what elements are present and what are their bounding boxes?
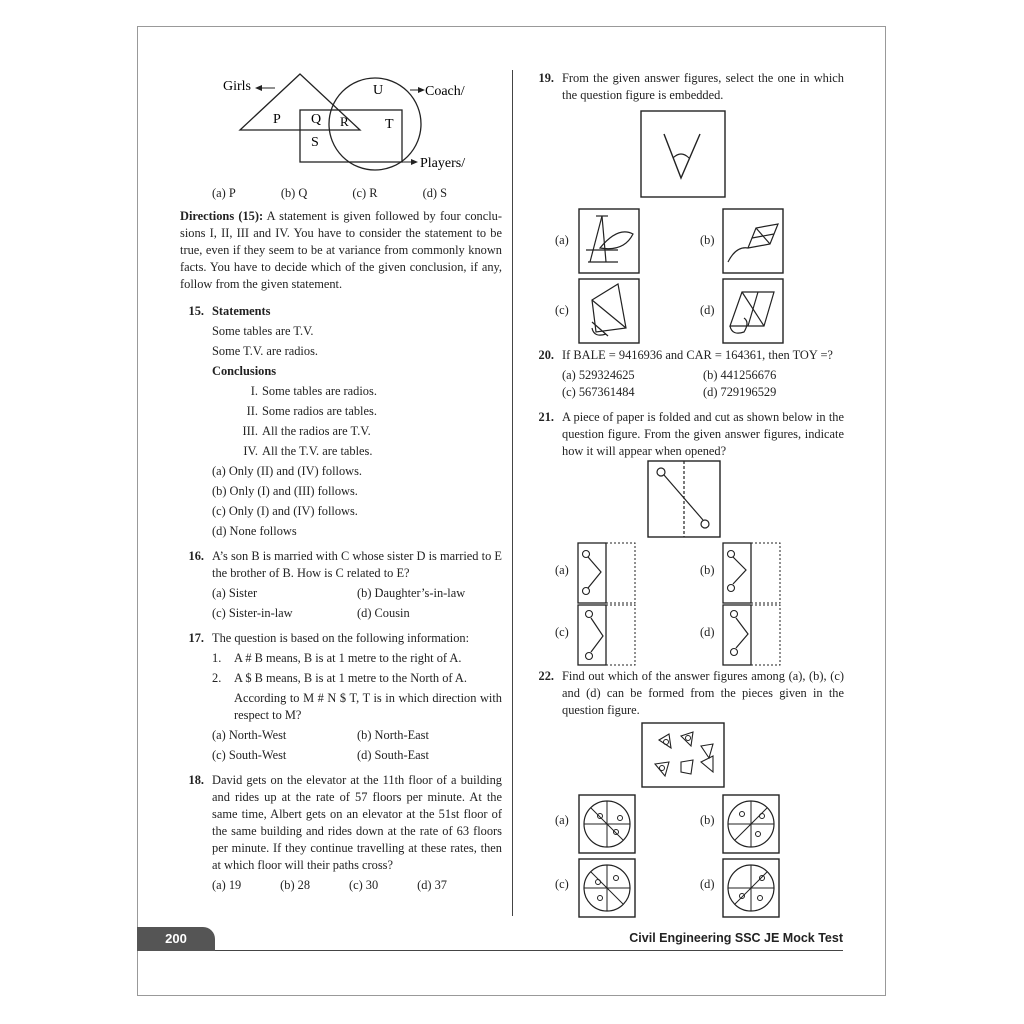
venn-girls-label: Girls [223, 79, 251, 94]
q18-text: David gets on the elevator at the 11th floor of a building and rides up at the rate of 57 floors per minute. At the same time, Albert gets on an elevator at the 51st floor of the same building and rides down at the rate of 63 floors per minute. If they continue travelling at these rates, then at which floor will their paths cross? [212, 773, 502, 872]
question-17 [180, 630, 502, 647]
q22-answer-d[interactable] [722, 858, 780, 918]
q18-options [180, 877, 502, 894]
q15-conclusions-heading: Conclusions [212, 364, 277, 378]
column-divider [512, 70, 513, 916]
directions [180, 208, 502, 293]
question-22 [530, 668, 844, 719]
q17-text: The question is based on the following information: [212, 631, 470, 645]
venn-coach-label: Coach/ [425, 84, 465, 99]
q18-option-d[interactable]: (d) 37 [417, 878, 447, 892]
q21-label-b: (b) [700, 563, 715, 577]
venn-p-label: P [273, 112, 281, 127]
question-15 [180, 303, 502, 380]
directions-heading: Directions (15): [180, 209, 264, 223]
question-16 [180, 548, 502, 582]
question-21 [530, 409, 844, 460]
q17-options [180, 727, 502, 764]
q15-conclusion-1: I. Some tables are radios. [250, 384, 377, 398]
q19-label-d: (d) [700, 303, 715, 317]
venn-r-label: R [340, 114, 349, 129]
q22-label-a: (a) [555, 813, 569, 827]
directions-text: A statement is given followed by four conclu-sions I, II, III and IV. You have to consider the statement to be true, even if they seem to be at variance from commonly known facts. You have to decide which of the given conclusion, if any, follow from the given statement. [180, 209, 502, 291]
q15-option-d[interactable]: (d) None follows [212, 524, 297, 538]
q22-number: 22. [538, 669, 554, 683]
q20-option-c[interactable]: (c) 567361484 [562, 385, 635, 399]
q17-info-1: 1. A # B means, B is at 1 metre to the right of A. [212, 651, 462, 665]
q14-options [180, 185, 502, 202]
q19-text: From the given answer figures, select the one in which the question figure is embedded. [562, 71, 844, 102]
q15-option-a[interactable]: (a) Only (II) and (IV) follows. [212, 464, 363, 478]
q21-label-a: (a) [555, 563, 569, 577]
q19-answer-d[interactable] [722, 278, 784, 344]
q18-option-a[interactable]: (a) 19 [212, 878, 242, 892]
footer-rule [215, 950, 843, 951]
q15-number: 15. [188, 304, 204, 318]
q22-label-c: (c) [555, 877, 569, 891]
q19-number: 19. [538, 71, 554, 85]
venn-t-label: T [385, 117, 394, 132]
venn-diagram [215, 66, 485, 181]
q15-statement-1: Some tables are T.V. [212, 324, 314, 338]
q15-conclusion-2: II. Some radios are tables. [246, 404, 377, 418]
q15-statement-2: Some T.V. are radios. [212, 344, 318, 358]
question-18 [180, 772, 502, 874]
q21-answer-d[interactable] [722, 604, 782, 666]
q18-number: 18. [188, 773, 204, 787]
q20-text: If BALE = 9416936 and CAR = 164361, then TOY =? [562, 348, 833, 362]
q21-text: A piece of paper is folded and cut as shown below in the question figure. From the given answer figures, indicate how it will appear when opened? [562, 410, 844, 458]
q15-statements-heading: Statements [212, 304, 271, 318]
q17-question: According to M # N $ T, T is in which direction with respect to M? [234, 691, 502, 722]
q16-options [180, 585, 502, 622]
q22-text: Find out which of the answer figures among (a), (b), (c) and (d) can be formed from the pieces given in the question figure. [562, 669, 844, 717]
venn-u-label: U [373, 83, 384, 98]
q21-number: 21. [538, 410, 554, 424]
q14-option-a[interactable]: (a) P [212, 186, 236, 200]
q18-option-b[interactable]: (b) 28 [280, 878, 311, 892]
q20-option-d[interactable]: (d) 729196529 [703, 385, 777, 399]
q19-label-c: (c) [555, 303, 569, 317]
q19-answer-c[interactable] [578, 278, 640, 344]
q21-answer-b[interactable] [722, 542, 782, 604]
question-19 [530, 70, 844, 104]
q20-option-b[interactable]: (b) 441256676 [703, 368, 777, 382]
q21-label-d: (d) [700, 625, 715, 639]
q22-label-d: (d) [700, 877, 715, 891]
q17-option-b[interactable]: (b) North-East [357, 728, 429, 742]
q16-number: 16. [188, 549, 204, 563]
q20-option-a[interactable]: (a) 529324625 [562, 368, 635, 382]
q17-number: 17. [188, 631, 204, 645]
q20-number: 20. [538, 348, 554, 362]
q16-option-c[interactable]: (c) Sister-in-law [212, 606, 293, 620]
q17-option-d[interactable]: (d) South-East [357, 748, 429, 762]
q22-question-figure [641, 722, 725, 788]
venn-q-label: Q [311, 112, 322, 127]
q14-option-b[interactable]: (b) Q [280, 186, 308, 200]
q16-option-d[interactable]: (d) Cousin [357, 606, 410, 620]
q21-question-figure [647, 460, 721, 538]
q17-option-c[interactable]: (c) South-West [212, 748, 287, 762]
page-number: 200 [137, 927, 215, 951]
footer-title: Civil Engineering SSC JE Mock Test [629, 931, 843, 945]
venn-s-label: S [311, 135, 319, 150]
q15-conclusion-4: IV. All the T.V. are tables. [243, 444, 373, 458]
q17-option-a[interactable]: (a) North-West [212, 728, 287, 742]
q21-answer-a[interactable] [577, 542, 637, 604]
q22-answer-a[interactable] [578, 794, 636, 854]
q17-info-2: 2. A $ B means, B is at 1 metre to the North of A. [212, 671, 467, 685]
q22-answer-b[interactable] [722, 794, 780, 854]
question-20 [530, 347, 844, 460]
q16-option-b[interactable]: (b) Daughter’s-in-law [357, 586, 466, 600]
q14-option-d[interactable]: (d) S [422, 186, 447, 200]
q15-option-c[interactable]: (c) Only (I) and (IV) follows. [212, 504, 358, 518]
q22-label-b: (b) [700, 813, 715, 827]
q21-answer-c[interactable] [577, 604, 637, 666]
q14-option-c[interactable]: (c) R [352, 186, 378, 200]
q15-option-b[interactable]: (b) Only (I) and (III) follows. [212, 484, 358, 498]
left-column [180, 185, 502, 900]
q19-label-a: (a) [555, 233, 569, 247]
q19-question-figure [640, 110, 726, 198]
q20-options [530, 367, 844, 401]
q19-answer-a[interactable] [578, 208, 640, 274]
q16-option-a[interactable]: (a) Sister [212, 586, 258, 600]
venn-players-label: Players/ [420, 156, 466, 171]
q22-answer-c[interactable] [578, 858, 636, 918]
q19-label-b: (b) [700, 233, 715, 247]
q16-text: A’s son B is married with C whose sister D is married to E the brother of B. How is C related to E? [212, 549, 502, 580]
q18-option-c[interactable]: (c) 30 [348, 878, 379, 892]
q15-conclusion-3: III. All the radios are T.V. [242, 424, 371, 438]
q19-answer-b[interactable] [722, 208, 784, 274]
q21-label-c: (c) [555, 625, 569, 639]
